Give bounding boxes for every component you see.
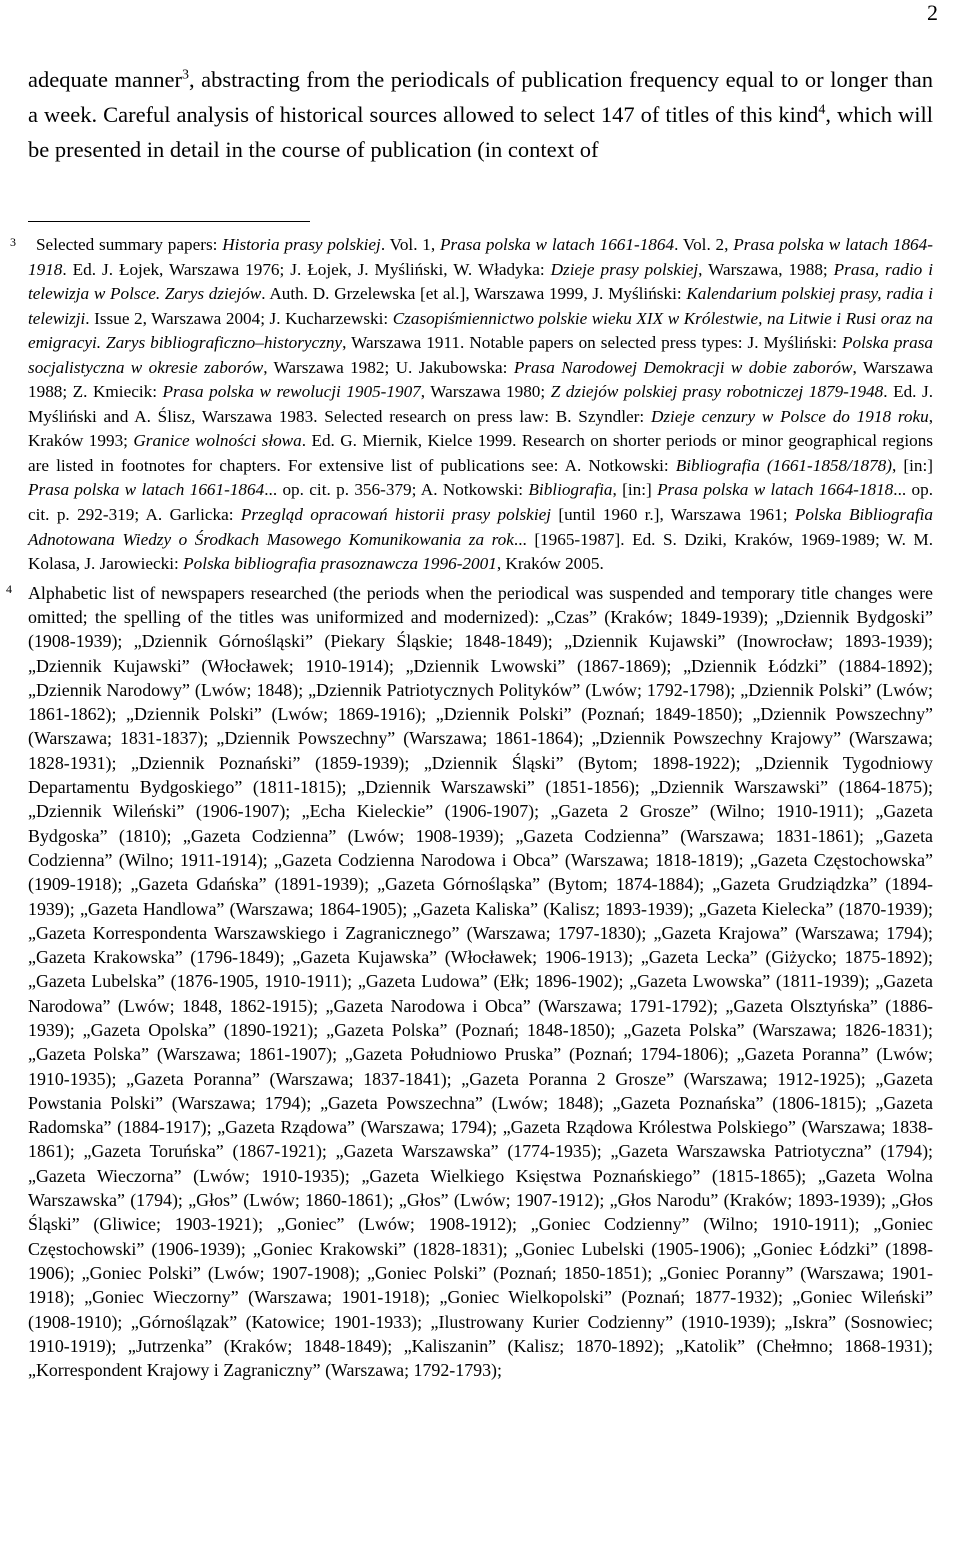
citation-text: [until 1960 r.], Warszawa 1961; — [551, 505, 795, 525]
citation-title: Prasa polska w rewolucji 1905-1907 — [162, 382, 421, 402]
citation-title: Bibliografia (1661-1858/1878) — [675, 455, 892, 475]
citation-text: , Warszawa 1982; U. Jakubowska: — [263, 357, 514, 377]
citation-title: Polska Bibliografia Adnotowana Wiedzy o Środkach Masowego Komunikowania za rok — [28, 505, 933, 549]
footnote-ref-3: 3 — [181, 67, 189, 83]
citation-text: . Vol. 1, — [380, 235, 440, 254]
citation-title: Przegląd opracowań historii prasy polskiej — [240, 505, 551, 525]
citation-title: Granice wolności słowa — [133, 431, 302, 451]
citation-title: Polska prasa socjalistyczna w okresie zaborów — [28, 333, 933, 377]
citation-title: Czasopiśmiennictwo polskie wieku XIX w Królestwie, na Litwie i Rusi oraz na emigracyi. Zarys bibliograficzno–historyczny — [28, 308, 933, 353]
citation-title: Prasa Narodowej Demokracji w dobie zaborów — [513, 357, 853, 377]
citation-title: Dzieje prasy polskiej — [550, 259, 699, 279]
citation-text: . Ed. J. Myśliński and A. Ślisz, Warszawa 1983. Selected research on press law: B. Szyndler: — [28, 382, 933, 426]
citation-text: , Warszawa 1988; Z. Kmiecik: — [28, 357, 934, 402]
citation-title: Kalendarium polskiej prasy, radia i telewizji — [28, 284, 933, 328]
citation-text: , Kraków 1993; — [28, 406, 933, 451]
footnote-3-marker: 3 — [10, 235, 16, 249]
body-text-part-3: , which will be presented in detail in the course of publication (in context of — [28, 102, 933, 162]
citation-title: Prasa, radio i telewizja w Polsce. Zarys dziejów — [28, 259, 933, 304]
footnote-3 — [0, 233, 960, 577]
citation-text: , [in:] — [612, 480, 658, 500]
citation-title: Polska bibliografia prasoznawcza 1996-2001 — [183, 554, 497, 574]
citation-text: . Ed. G. Miernik, Kielce 1999. Research on shorter periods or minor geographical regions are listed in footnotes for chapters. For extensive list of publications see: A. Notkowski: — [28, 431, 933, 475]
footnote-4-marker: 4 — [6, 581, 12, 596]
body-text-part-2: , abstracting from the periodicals of publication frequency equal to or longer than a week. Careful analysis of historical sources allowed to select 147 of titles of this kind — [28, 67, 933, 127]
citation-text: ... [1965-1987]. Ed. S. Dziki, Kraków, 1969-1989; W. M. Kolasa, J. Jarowiecki: — [28, 529, 933, 574]
citation-text: ... op. cit. p. 292-319; A. Garlicka: — [28, 480, 934, 525]
citation-text: , Warszawa, 1988; — [698, 259, 834, 279]
citation-text: Selected summary papers: — [36, 235, 223, 254]
citation-title: Historia prasy polskiej — [222, 235, 381, 254]
footnote-4-text: Alphabetic list of newspapers researched (the periods when the periodical was suspended and temporary title changes were omitted; the spelling of the titles was uniformized and modernized): „Czas” (Kraków; 1849-1939); „Dziennik Bydgoski” (1908-1939); „Dziennik Górnośląski” (Piekary Śląskie; 1848-1849); „Dziennik Kujawski” (Inowrocław; 1893-1939); „Dziennik Kujawski” (Włocławek; 1910-1914); „Dziennik Lwowski” (1867-1869); „Dziennik Łódzki” (1884-1892); „Dziennik Narodowy” (Lwów; 1848); „Dziennik Patriotycznych Polityków” (Lwów; 1792-1798); „Dziennik Polski” (Lwów; 1861-1862); „Dziennik Polski” (Lwów; 1869-1916); „Dziennik Polski” (Poznań; 1849-1850); „Dziennik Powszechny” (Warszawa; 1831-1837); „Dziennik Powszechny” (Warszawa; 1861-1864); „Dziennik Powszechny Krajowy” (Warszawa; 1828-1931); „Dziennik Poznański” (1859-1939); „Dziennik Śląski” (Bytom; 1898-1922); „Dziennik Tygodniowy Departamentu Bydgoskiego” (1811-1815); „Dziennik Warszawski” (1851-1856); „Dziennik Warszawski” (1864-1875); „Dziennik Wileński” (1906-1907); „Echa Kieleckie” (1906-1907); „Gazeta 2 Grosze” (Wilno; 1910-1911); „Gazeta Bydgoska” (1810); „Gazeta Codzienna” (Lwów; 1908-1939); „Gazeta Codzienna” (Warszawa; 1831-1861); „Gazeta Codzienna” (Wilno; 1911-1914); „Gazeta Codzienna Narodowa i Obca” (Warszawa; 1818-1819); „Gazeta Częstochowska” (1909-1918); „Gazeta Gdańska” (1891-1939); „Gazeta Górnośląska” (Bytom; 1874-1884); „Gazeta Grudziądzka” (1894-1939); „Gazeta Handlowa” (Warszawa; 1864-1905); „Gazeta Kaliska” (Kalisz; 1893-1939); „Gazeta Kielecka” (1870-1939); „Gazeta Korrespondenta Warszawskiego i Zagranicznego” (Warszawa; 1797-1830); „Gazeta Krajowa” (Warszawa; 1794); „Gazeta Krakowska” (1796-1849); „Gazeta Kujawska” (Włocławek; 1906-1913); „Gazeta Lecka” (Giżycko; 1875-1892); „Gazeta Lubelska” (1876-1905, 1910-1911); „Gazeta Ludowa” (Ełk; 1896-1902); „Gazeta Lwowska” (1811-1939); „Gazeta Narodowa” (Lwów; 1848, 1862-1915); „Gazeta Narodowa i Obca” (Warszawa; 1791-1792); „Gazeta Olsztyńska” (1886-1939); „Gazeta Opolska” (1890-1921); „Gazeta Polska” (Poznań; 1848-1850); „Gazeta Polska” (Warszawa; 1826-1831); „Gazeta Polska” (Warszawa; 1861-1907); „Gazeta Południowo Pruska” (Poznań; 1794-1806); „Gazeta Poranna” (Lwów; 1910-1935); „Gazeta Poranna” (Warszawa; 1837-1841); „Gazeta Poranna 2 Grosze” (Warszawa; 1912-1925); „Gazeta Powstania Polski” (Warszawa; 1794); „Gazeta Powszechna” (Lwów; 1848); „Gazeta Poznańska” (1806-1815); „Gazeta Radomska” (1884-1917); „Gazeta Rządowa” (Warszawa; 1794); „Gazeta Rządowa Królestwa Polskiego” (Warszawa; 1838-1861); „Gazeta Toruńska” (1867-1921); „Gazeta Warszawska” (1774-1935); „Gazeta Warszawska Patriotyczna” (1794); „Gazeta Wieczorna” (Lwów; 1910-1935); „Gazeta Wielkiego Księstwa Poznańskiego” (1815-1865); „Gazeta Wolna Warszawska” (1794); „Głos” (Lwów; 1860-1861); „Głos” (Lwów; 1907-1912); „Głos Narodu” (Kraków; 1893-1939); „Głos Śląski” (Gliwice; 1903-1921); „Goniec” (Lwów; 1908-1912); „Goniec Codzienny” (Wilno; 1910-1911); „Goniec Częstochowski” (1906-1939); „Goniec Krakowski” (1828-1831); „Goniec Lubelski (1905-1906); „Goniec Łódzki” (1898-1906); „Goniec Polski” (Lwów; 1907-1908); „Goniec Polski” (Poznań; 1850-1851); „Goniec Poranny” (Warszawa; 1901-1918); „Goniec Wieczorny” (Warszawa; 1901-1918); „Goniec Wielkopolski” (Poznań; 1877-1932); „Goniec Wileński” (1908-1910); „Górnoślązak” (Katowice; 1901-1933); „Ilustrowany Kurier Codzienny” (1910-1939); „Iskra” (Sosnowiec; 1910-1919); „Jutrzenka” (Kraków; 1848-1849); „Kaliszanin” (Kalisz; 1870-1892); „Katolik” (Chełmno; 1868-1931); „Korrespondent Krajowy i Zagraniczny” (Warszawa; 1792-1793); — [28, 582, 933, 1381]
citation-title: Bibliografia — [528, 480, 613, 500]
citation-text: . Vol. 2, — [674, 235, 734, 254]
footnotes — [0, 233, 960, 1382]
citation-text: , Kraków 2005. — [496, 554, 604, 574]
citation-title: Z dziejów polskiej prasy robotniczej 1879-1948 — [550, 382, 884, 402]
citation-title: Dzieje cenzury w Polsce do 1918 roku — [650, 406, 929, 426]
footnote-4 — [0, 581, 960, 1383]
citation-text: . Issue 2, Warszawa 2004; J. Kucharzewski: — [85, 308, 393, 328]
citation-title: Prasa polska w latach 1864-1918 — [28, 235, 933, 279]
citation-title: Prasa polska w latach 1661-1864 — [28, 480, 265, 500]
body-paragraph — [28, 62, 933, 167]
citation-text: , Warszawa 1911. Notable papers on selected press types: J. Myśliński: — [342, 333, 843, 353]
footnote-ref-4: 4 — [818, 102, 826, 118]
citation-text: , Warszawa 1980; — [420, 382, 551, 402]
citation-text: , [in:] — [891, 455, 933, 475]
citation-text: . Ed. J. Łojek, Warszawa 1976; J. Łojek, J. Myśliński, W. Władyka: — [62, 259, 551, 279]
citation-title: Prasa polska w latach 1664-1818 — [657, 480, 894, 500]
footnote-separator — [28, 221, 310, 222]
body-text-part-1: adequate manner — [28, 67, 182, 92]
footnote-3-text — [28, 235, 933, 573]
citation-text: ... op. cit. p. 356-379; A. Notkowski: — [264, 480, 529, 500]
citation-text: . Auth. D. Grzelewska [et al.], Warszawa 1999, J. Myśliński: — [261, 284, 687, 304]
citation-title: Prasa polska w latach 1661-1864 — [440, 235, 675, 254]
page-number: 2 — [927, 0, 938, 25]
